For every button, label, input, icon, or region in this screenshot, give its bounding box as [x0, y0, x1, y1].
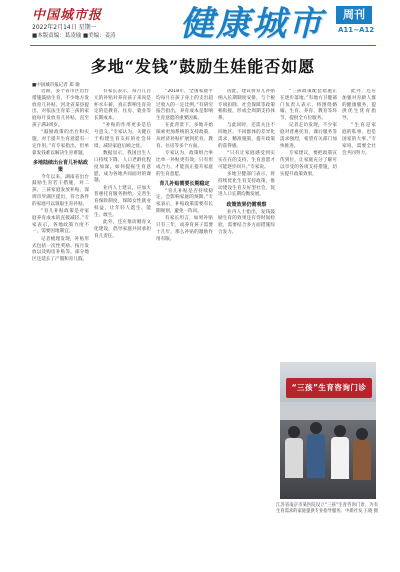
- paragraph: 业内人士指出，发钱鼓励生育的效果还有待时间检验，需要结合多方面措施综合发力。: [218, 209, 275, 235]
- paragraph: 今年以来，湖南省出台鼓励生育若干措施，对二孩、三孩家庭发放补贴。深圳市罗湖区提出，符合条件的家庭可以领取生育补贴。: [32, 174, 89, 207]
- person-body: [307, 434, 325, 478]
- paragraph: “育儿补贴是否持续稳定，会影响家庭的预期。”专家表示，补贴政策需要有长期规划，避免一阵风。: [156, 188, 213, 215]
- person-body: [331, 437, 349, 479]
- paragraph: 在此背景下，多地开始探索更加系统的支持政策，从经济补贴扩展到托育、教育、住房等多个方面。: [156, 123, 213, 149]
- article-column-1: [32, 89, 89, 559]
- subheading: 育儿补贴需要长期稳定: [159, 181, 210, 188]
- article-column-3: [156, 89, 213, 559]
- page-range: A11~A12: [338, 26, 375, 34]
- paragraph: 多地卫健部门表示，将持续优化生育支持政策，推动建设生育友好型社会，促进人口长期均衡发展。: [218, 172, 275, 198]
- paragraph: “补贴的作用更多是信号意义。”专家认为，关键在于构建生育友好的社会环境，减轻家庭后顾之忧。: [94, 123, 151, 149]
- paragraph: 此外，还应推动婚育文化建设，倡导家庭共同承担育儿责任。: [94, 220, 151, 239]
- article-column-6: [342, 89, 376, 361]
- paragraph: 有家长表示，每月几百元的补贴对养育孩子来说是杯水车薪，真正影响生育决定的是教育、住房、就业等长期成本。: [94, 89, 151, 122]
- news-photo: [280, 362, 376, 499]
- paragraph: 此外，还应加强对育龄人群的健康服务，提供优生优育指导。: [342, 89, 376, 122]
- clinic-sign-text: “三孩”生育咨询门诊: [291, 383, 367, 392]
- article-column-4: [218, 89, 275, 559]
- subheading: 多地陆续出台育儿补贴政策: [32, 160, 88, 174]
- person-head: [288, 426, 300, 438]
- photo-crowd: [280, 420, 376, 499]
- paragraph: 业内人士建议，应加大普惠托育服务供给，完善生育保险制度，保障女性就业权益，让年轻人愿生、能生、敢生。: [94, 185, 151, 218]
- person-head: [310, 422, 322, 434]
- paragraph: 数据显示，我国出生人口持续下降，人口老龄化程度加深。如何提振生育意愿，成为各地共同面对的课题。: [94, 151, 151, 184]
- subheading: 政策效果仍需观察: [226, 202, 267, 209]
- paragraph: 专家认为，政策组合拳比单一补贴更有效，只有形成合力，才能真正提升家庭的生育意愿。: [156, 151, 213, 177]
- person-body: [353, 440, 371, 480]
- paragraph: 因此，建议将育儿补贴纳入长期制度安排，与个税专项扣除、社会保障等政策相衔接，形成全周期支持体系。: [218, 89, 275, 122]
- header-divider: [30, 45, 376, 46]
- person-head: [334, 425, 346, 437]
- photo-caption: [276, 503, 378, 515]
- paragraph: “育儿补贴政策是对家庭养育成本的直接减轻。”专家表示，各地政策力度不一，需要因地制宜。: [32, 209, 89, 235]
- paragraph: 有家长坦言，如果补贴只有三年，而养育孩子需要十几年，那么补贴的激励作用有限。: [156, 216, 213, 242]
- weekly-badge: 周刊: [336, 6, 372, 24]
- article-headline: 多地“发钱”鼓励生娃能否如愿: [90, 57, 316, 76]
- caption-text: 江苏省南京市某医院设立“三孩”生育咨询门诊，为有生育需求的家庭提供专业指导服务。: [276, 503, 378, 514]
- paragraph: 记者走访发现，不少家庭对普惠托育、课后服务等需求强烈，希望有关部门加快推进。: [280, 123, 337, 149]
- photo-credit: 中新社发 王晓 摄: [345, 509, 378, 514]
- person-head: [356, 428, 368, 440]
- newspaper-brand: 中国城市报: [32, 8, 103, 23]
- editor-credits: ■本版责编：葛凌瑜 ■美编：姜涛: [32, 33, 116, 39]
- paragraph: “鼓励政策的出台和实施，对于提升生育意愿有一定作用。”有专家指出，但单靠发钱难以解决生育难题。: [32, 130, 89, 156]
- section-title: 健康城市: [180, 4, 324, 44]
- paragraph: 专家建议，要把政策宣传到位，让家庭充分了解可以享受的各项支持措施，切实提升政策效果。: [280, 151, 337, 177]
- paragraph: “2018年，全国家庭平均每月在孩子身上的支出超过收入的一定比例。”有研究报告指出，养育成本是影响生育意愿的重要因素。: [156, 89, 213, 122]
- paragraph: “只有让家庭感受到实实在在的支持，生育意愿才可能逐步回升。”专家说。: [218, 151, 275, 170]
- article-byline: ■中国城市报记者 郑 瑜: [32, 83, 80, 88]
- person-body: [285, 438, 303, 478]
- paragraph: 与此同时，还需关注不同地区、不同群体的差异化需求，精准施策，提升政策的获得感。: [218, 123, 275, 149]
- article-column-5: [280, 89, 337, 361]
- paragraph: 近期，多个省市区出台措施鼓励生育，不少地方发放育儿补贴。河北省某县提出，对依法生育第三孩的家庭每月发放育儿补贴，直至孩子满3周岁。: [32, 89, 89, 128]
- paragraph: “生育是家庭的私事，也是国家的大事。”专家说，需要全社会共同努力。: [342, 123, 376, 156]
- paragraph: “三孩政策配套措施正在逐步落地。”有地方卫健部门负责人表示，将围绕婚嫁、生育、养育、教育等环节，提供全方位服务。: [280, 89, 337, 122]
- issue-date: 2022年2月14日 星期一: [32, 24, 97, 31]
- paragraph: 记者梳理发现，补贴形式包括一次性奖励、按月发放以及购房补贴等。部分地区还延长了产假和育儿假。: [32, 236, 89, 263]
- article-column-2: [94, 89, 151, 559]
